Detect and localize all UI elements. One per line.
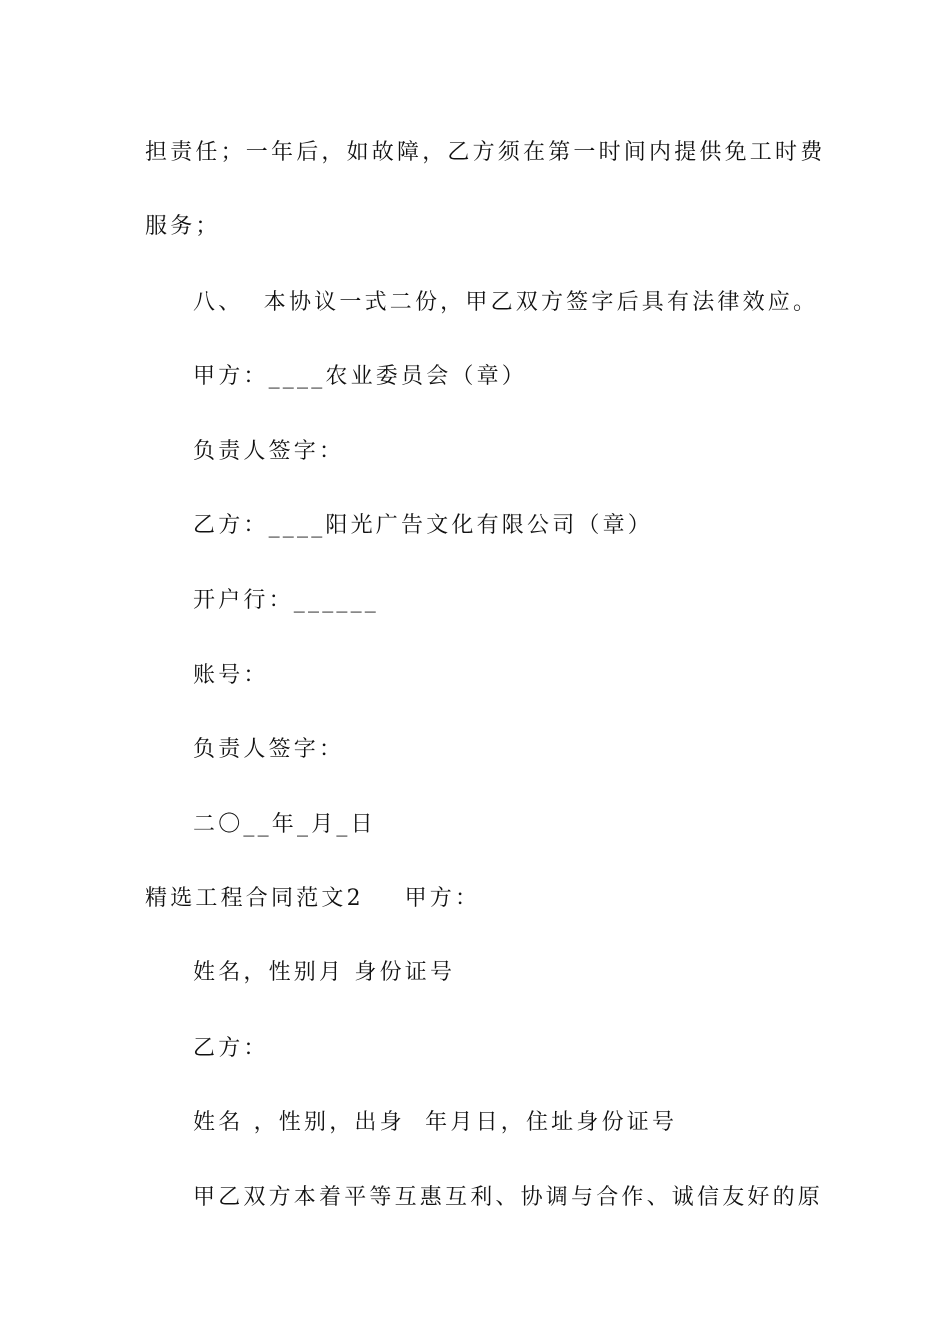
paragraph-line-service: 服务； xyxy=(145,214,221,239)
clause-eight: 八、 本协议一式二份，甲乙双方签字后具有法律效应。 xyxy=(193,290,819,315)
principle-line: 甲乙双方本着平等互惠互利、协调与合作、诚信友好的原 xyxy=(193,1185,824,1210)
party-b-label-line: 乙方： xyxy=(193,1036,269,1061)
date-line: 二〇__年_月_日 xyxy=(193,812,376,837)
party-a-line: 甲方：____农业委员会（章） xyxy=(193,364,528,389)
account-line: 账号： xyxy=(193,663,269,688)
party-b-info-line: 姓名 ，性别，出身 年月日，住址身份证号 xyxy=(193,1110,678,1135)
bank-line: 开户行：______ xyxy=(193,588,380,613)
party-b-line: 乙方：____阳光广告文化有限公司（章） xyxy=(193,513,654,538)
party-a-signature-line: 负责人签字： xyxy=(193,439,345,464)
party-a-info-line: 姓名，性别月 身份证号 xyxy=(193,960,456,985)
paragraph-line-continuation: 担责任；一年后，如故障，乙方须在第一时间内提供免工时费 xyxy=(145,140,826,165)
section-title-line: 精选工程合同范文2 甲方： xyxy=(145,886,481,911)
party-b-signature-line: 负责人签字： xyxy=(193,737,345,762)
